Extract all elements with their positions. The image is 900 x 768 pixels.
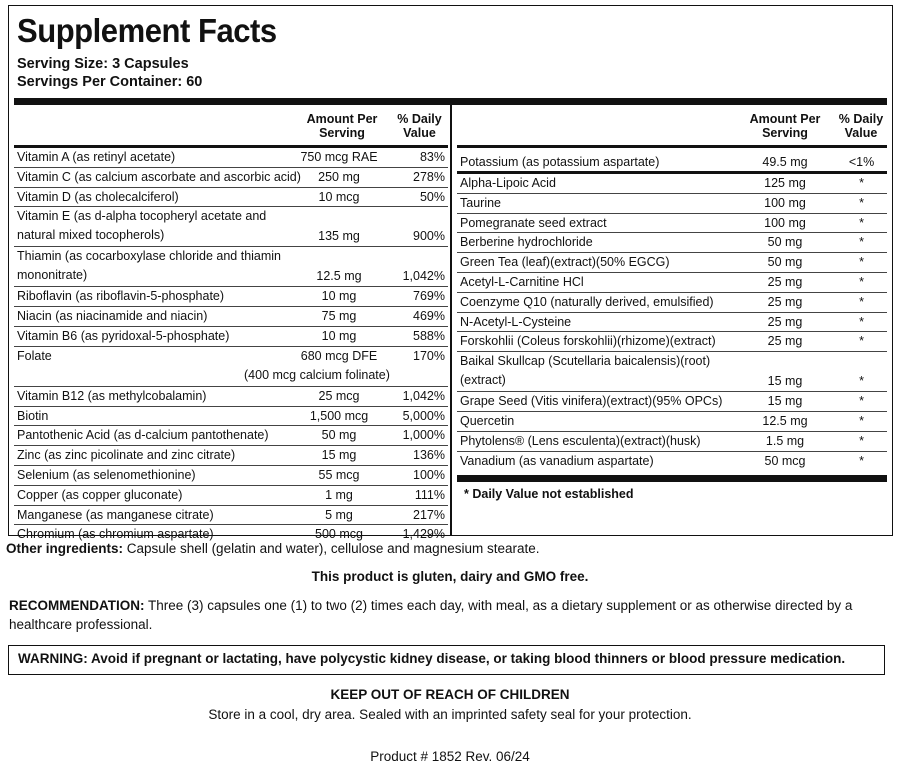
nutrient-daily-value: <1%	[848, 155, 875, 169]
nutrient-name: Vanadium (as vanadium aspartate)	[460, 453, 654, 468]
nutrient-row	[457, 332, 887, 352]
nutrient-row	[14, 148, 448, 168]
nutrient-amount: 750 mcg RAE	[300, 150, 378, 164]
nutrient-daily-value: *	[859, 195, 864, 210]
nutrient-row	[457, 174, 887, 194]
storage-instructions: Store in a cool, dry area. Sealed with an imprinted safety seal for your protection.	[208, 707, 692, 722]
nutrient-amount: 100 mg	[764, 215, 806, 230]
nutrient-row	[14, 168, 448, 188]
nutrient-row	[14, 188, 448, 208]
right-nutrient-column	[457, 105, 887, 471]
nutrient-amount: 680 mcg DFE	[300, 348, 378, 363]
nutrient-amount: 1 mg	[325, 487, 353, 502]
thick-divider	[14, 98, 887, 105]
nutrient-name: Selenium (as selenomethionine)	[17, 467, 196, 482]
column-divider	[450, 105, 452, 535]
right-column-end-bar	[457, 475, 887, 482]
recommendation	[9, 596, 879, 634]
left-nutrient-column	[14, 105, 448, 545]
nutrient-amount: 15 mg	[321, 448, 357, 463]
nutrient-daily-value: *	[859, 314, 864, 329]
nutrient-daily-value: *	[859, 235, 864, 250]
nutrient-amount: 10 mg	[321, 328, 357, 343]
nutrient-name: Vitamin D (as cholecalciferol)	[17, 189, 179, 204]
nutrient-daily-value: 217%	[413, 507, 445, 522]
nutrient-daily-value: *	[859, 176, 864, 190]
nutrient-row	[14, 327, 448, 347]
nutrient-name: Riboflavin (as riboflavin-5-phosphate)	[17, 289, 225, 304]
daily-value-header: % Daily Value	[838, 112, 884, 140]
nutrient-name: Pantothenic Acid (as d-calcium pantothenate)	[17, 428, 269, 443]
nutrient-daily-value: *	[859, 274, 864, 289]
nutrient-daily-value: 1,042%	[402, 388, 445, 403]
nutrient-row	[457, 392, 887, 412]
nutrient-name: Vitamin A (as retinyl acetate)	[17, 150, 176, 164]
nutrient-row	[14, 387, 448, 407]
nutrient-row	[14, 486, 448, 506]
nutrient-daily-value: 588%	[413, 328, 445, 343]
nutrient-amount: 75 mg	[321, 309, 357, 324]
nutrient-daily-value: *	[859, 433, 864, 448]
nutrient-amount: 50 mg	[321, 428, 357, 443]
nutrient-amount: 1.5 mg	[765, 433, 805, 448]
nutrient-daily-value: 1,000%	[402, 428, 445, 443]
nutrient-daily-value: *	[859, 255, 864, 270]
nutrient-amount: 25 mg	[767, 274, 803, 289]
nutrient-row	[14, 347, 448, 387]
nutrient-row	[14, 247, 448, 287]
nutrient-daily-value: 769%	[413, 289, 445, 304]
nutrient-daily-value: 1,429%	[402, 527, 445, 542]
nutrient-daily-value: 278%	[413, 169, 445, 184]
nutrient-row	[457, 293, 887, 313]
other-ingredients-text: Capsule shell (gelatin and water), cellulose and magnesium stearate.	[123, 541, 540, 556]
nutrient-amount: 55 mcg	[318, 467, 360, 482]
nutrient-daily-value: 469%	[413, 309, 445, 324]
nutrient-note: (400 mcg calcium folinate)	[244, 367, 390, 382]
nutrient-row	[457, 194, 887, 214]
nutrient-row	[14, 466, 448, 486]
nutrient-amount: 1,500 mcg	[309, 408, 369, 423]
nutrient-daily-value: *	[859, 394, 864, 409]
nutrient-name: Grape Seed (Vitis vinifera)(extract)(95% OPCs)	[460, 394, 723, 409]
nutrient-amount: 25 mg	[767, 314, 803, 329]
nutrient-name: Vitamin B6 (as pyridoxal-5-phosphate)	[17, 328, 230, 343]
nutrient-row	[457, 313, 887, 333]
nutrient-amount: 15 mg	[767, 394, 803, 409]
other-ingredients-label: Other ingredients:	[6, 541, 124, 556]
nutrient-row	[14, 446, 448, 466]
nutrient-amount: 50 mcg	[764, 453, 806, 468]
nutrient-row	[457, 253, 887, 273]
nutrient-name: Coenzyme Q10 (naturally derived, emulsified)	[460, 294, 714, 309]
servings-per-container: Servings Per Container: 60	[17, 74, 203, 90]
nutrient-name: Pomegranate seed extract	[460, 215, 607, 230]
nutrient-name: Potassium (as potassium aspartate)	[460, 155, 660, 169]
nutrient-name: Copper (as copper gluconate)	[17, 487, 183, 502]
nutrient-row	[457, 452, 887, 472]
nutrient-amount: 50 mg	[767, 255, 803, 270]
nutrient-name: Alpha-Lipoic Acid	[460, 176, 556, 190]
panel-title: Supplement Facts	[17, 12, 277, 49]
nutrient-name: Taurine	[460, 195, 501, 210]
warning-box	[8, 645, 885, 675]
nutrient-daily-value: *	[859, 374, 864, 389]
right-column-header	[457, 105, 887, 148]
nutrient-amount: 250 mg	[318, 169, 360, 184]
nutrient-daily-value: *	[859, 215, 864, 230]
nutrient-row	[14, 426, 448, 446]
nutrient-amount: 15 mg	[767, 374, 803, 389]
nutrient-row	[14, 506, 448, 526]
daily-value-header: % Daily Value	[397, 112, 442, 140]
nutrient-row	[14, 207, 448, 247]
nutrient-name: Berberine hydrochloride	[460, 235, 593, 250]
nutrient-name: Vitamin C (as calcium ascorbate and ascorbic acid)	[17, 169, 301, 184]
nutrient-name: N-Acetyl-L-Cysteine	[460, 314, 572, 329]
nutrient-row	[457, 214, 887, 234]
nutrient-name: Zinc (as zinc picolinate and zinc citrate)	[17, 448, 236, 463]
nutrient-amount: 500 mcg	[315, 527, 363, 542]
nutrient-row	[14, 407, 448, 427]
recommendation-text: Three (3) capsules one (1) to two (2) times each day, with meal, as a dietary supplement or as otherwise directed by a healthcare professional.	[9, 598, 853, 632]
serving-size: Serving Size: 3 Capsules	[17, 56, 189, 72]
nutrient-name: Chromium (as chromium aspartate)	[17, 527, 214, 542]
nutrient-amount: 125 mg	[764, 176, 806, 190]
nutrient-amount: 10 mg	[321, 289, 357, 304]
gluten-statement: This product is gluten, dairy and GMO free.	[311, 569, 589, 584]
nutrient-row	[457, 148, 887, 174]
nutrient-row	[457, 352, 887, 392]
nutrient-daily-value: *	[859, 334, 864, 349]
nutrient-amount: 25 mg	[767, 294, 803, 309]
nutrient-name: Niacin (as niacinamide and niacin)	[17, 309, 208, 324]
nutrient-amount: 50 mg	[767, 235, 803, 250]
nutrient-name: Baikal Skullcap (Scutellaria baicalensis)(root) (extract)	[460, 354, 711, 388]
recommendation-label: RECOMMENDATION:	[9, 598, 145, 613]
nutrient-name: Green Tea (leaf)(extract)(50% EGCG)	[460, 255, 670, 270]
nutrient-amount: 10 mcg	[318, 189, 360, 204]
serving-info	[17, 55, 202, 91]
left-column-header	[14, 105, 448, 148]
nutrient-daily-value: 900%	[413, 229, 445, 244]
nutrient-amount: 12.5 mg	[316, 269, 362, 284]
nutrient-name: Quercetin	[460, 413, 515, 428]
nutrient-name: Folate	[17, 348, 52, 363]
nutrient-amount: 135 mg	[318, 229, 360, 244]
nutrient-amount: 5 mg	[325, 507, 353, 522]
nutrient-daily-value: *	[859, 453, 864, 468]
nutrient-amount: 25 mg	[767, 334, 803, 349]
nutrient-name: Biotin	[17, 408, 49, 423]
nutrient-name: Manganese (as manganese citrate)	[17, 507, 214, 522]
supplement-facts-panel	[8, 5, 893, 542]
nutrient-daily-value: 5,000%	[402, 408, 445, 423]
nutrient-name: Vitamin B12 (as methylcobalamin)	[17, 388, 207, 403]
nutrient-name: Forskohlii (Coleus forskohlii)(rhizome)(extract)	[460, 334, 716, 349]
nutrient-row	[14, 287, 448, 307]
nutrient-amount: 25 mcg	[318, 388, 360, 403]
amount-header: Amount Per Serving	[306, 112, 378, 140]
nutrient-amount: 12.5 mg	[762, 413, 808, 428]
nutrient-name: Thiamin (as cocarboxylase chloride and thiamin mononitrate)	[17, 249, 282, 283]
warning-text: WARNING: Avoid if pregnant or lactating, have polycystic kidney disease, or taking blood thinners or blood pressure medication.	[18, 651, 846, 666]
nutrient-name: Vitamin E (as d-alpha tocopheryl acetate and natural mixed tocopherols)	[17, 209, 267, 243]
nutrient-daily-value: 136%	[413, 448, 445, 463]
product-number: Product # 1852 Rev. 06/24	[370, 749, 530, 764]
nutrient-daily-value: 1,042%	[402, 269, 445, 284]
daily-value-footnote: * Daily Value not established	[464, 487, 634, 501]
nutrient-row	[457, 432, 887, 452]
nutrient-row	[14, 307, 448, 327]
nutrient-daily-value: 170%	[413, 348, 445, 363]
nutrient-daily-value: *	[859, 413, 864, 428]
nutrient-daily-value: 50%	[419, 189, 445, 204]
nutrient-row	[457, 273, 887, 293]
nutrient-daily-value: 100%	[413, 467, 445, 482]
nutrient-name: Phytolens® (Lens esculenta)(extract)(husk)	[460, 433, 701, 448]
nutrient-daily-value: *	[859, 294, 864, 309]
nutrient-amount: 100 mg	[764, 195, 806, 210]
keep-out-of-reach: KEEP OUT OF REACH OF CHILDREN	[330, 687, 570, 702]
other-ingredients	[6, 541, 540, 556]
nutrient-daily-value: 111%	[414, 487, 445, 502]
nutrient-row	[457, 412, 887, 432]
nutrient-row	[457, 233, 887, 253]
nutrient-amount: 49.5 mg	[762, 155, 808, 169]
nutrient-daily-value: 83%	[419, 150, 445, 164]
amount-header: Amount Per Serving	[749, 112, 821, 140]
nutrient-name: Acetyl-L-Carnitine HCl	[460, 274, 584, 289]
